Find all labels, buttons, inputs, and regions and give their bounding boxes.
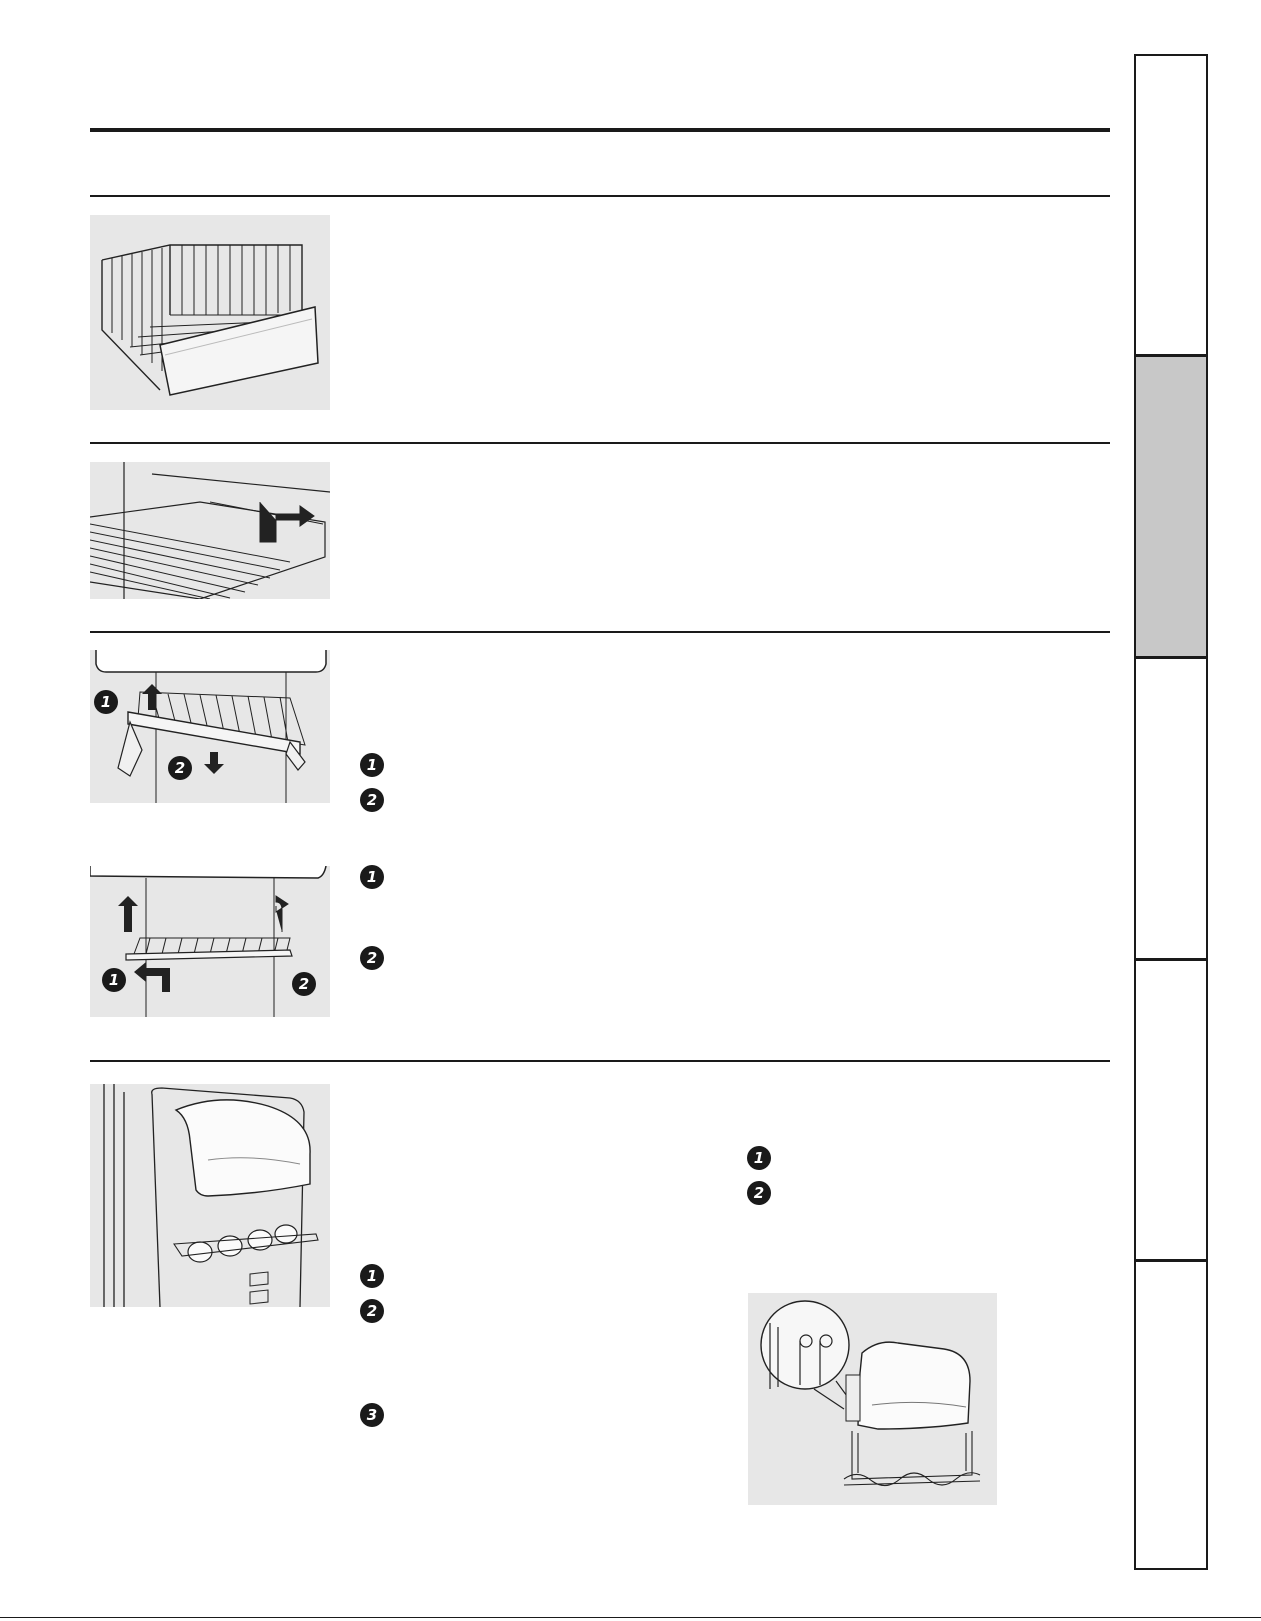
step-1-badge: 1: [360, 1264, 384, 1288]
step-2-badge: 2: [168, 756, 192, 780]
step-2-badge: 2: [360, 1299, 384, 1323]
side-tab-4[interactable]: [1134, 961, 1208, 1259]
footer-rule: [0, 1617, 1261, 1618]
step-1-badge: 1: [747, 1146, 771, 1170]
shelf-removal-illustration: [90, 462, 330, 599]
side-tab-3[interactable]: [1134, 659, 1208, 958]
side-tab-1[interactable]: [1134, 54, 1208, 356]
step-1-badge: 1: [360, 865, 384, 889]
freezer-basket-illustration: [90, 215, 330, 410]
section-rule-2: [90, 442, 1110, 444]
door-shelf-icon: [90, 866, 330, 1017]
can-rack-illustration: [90, 1084, 330, 1307]
side-tab-5[interactable]: [1134, 1262, 1208, 1570]
can-rack-icon: [90, 1084, 330, 1307]
door-shelf-replace-illustration: [90, 866, 330, 1017]
section-rule-1: [90, 195, 1110, 197]
step-2-badge: 2: [747, 1181, 771, 1205]
wire-shelf-icon: [90, 462, 330, 599]
step-2-badge: 2: [292, 972, 316, 996]
section-rule-3: [90, 631, 1110, 633]
section-rule-4: [90, 1060, 1110, 1062]
door-shelf-icon: [90, 650, 330, 803]
top-heavy-rule: [90, 128, 1110, 132]
side-tab-2-active[interactable]: [1134, 357, 1208, 656]
door-shelf-removal-illustration: [90, 650, 330, 803]
wire-basket-icon: [90, 215, 330, 410]
step-2-badge: 2: [360, 788, 384, 812]
step-1-badge: 1: [102, 968, 126, 992]
can-rack-detail-icon: [748, 1293, 997, 1505]
can-rack-detail-illustration: [748, 1293, 997, 1505]
step-1-badge: 1: [94, 690, 118, 714]
step-3-badge: 3: [360, 1403, 384, 1427]
step-2-badge: 2: [360, 946, 384, 970]
step-1-badge: 1: [360, 753, 384, 777]
